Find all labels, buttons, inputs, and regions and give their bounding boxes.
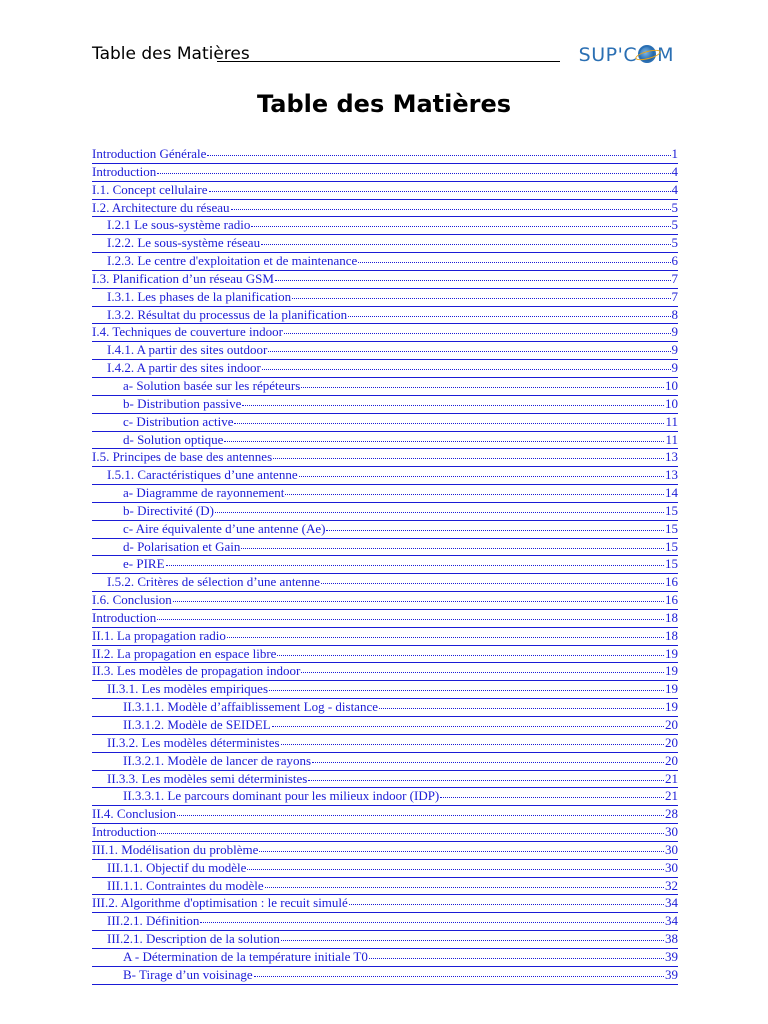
toc-entry[interactable] bbox=[92, 753, 678, 771]
toc-entry[interactable] bbox=[92, 806, 678, 824]
toc-entry-page[interactable]: 15 bbox=[665, 556, 678, 572]
toc-entry-title[interactable]: II.3.3.1. Le parcours dominant pour les milieux indoor (IDP) bbox=[123, 788, 440, 804]
toc-dot-leader bbox=[251, 217, 670, 227]
toc-dot-leader bbox=[299, 467, 664, 477]
toc-entry[interactable] bbox=[92, 539, 678, 557]
toc-entry[interactable] bbox=[92, 788, 678, 806]
toc-dot-leader bbox=[157, 610, 664, 620]
toc-entry-page[interactable]: 9 bbox=[671, 360, 678, 376]
toc-entry[interactable] bbox=[92, 324, 678, 342]
toc-entry-title[interactable]: b- Directivité (D) bbox=[123, 502, 214, 518]
toc-entry-title[interactable]: II.3.1.2. Modèle de SEIDEL bbox=[123, 717, 271, 732]
toc-entry-page[interactable]: 20 bbox=[665, 717, 678, 732]
toc-dot-leader bbox=[284, 324, 671, 334]
toc-entry-page[interactable]: 34 bbox=[665, 913, 678, 929]
toc-entry[interactable] bbox=[92, 217, 678, 235]
toc-entry[interactable] bbox=[92, 771, 678, 789]
toc-entry[interactable] bbox=[92, 253, 678, 271]
page-header bbox=[92, 42, 682, 70]
toc-entry-title[interactable]: Introduction bbox=[92, 163, 157, 179]
toc-entry[interactable] bbox=[92, 360, 678, 378]
toc-entry-page[interactable]: 8 bbox=[671, 306, 678, 322]
toc-dot-leader bbox=[358, 253, 670, 263]
globe-icon bbox=[638, 45, 656, 63]
toc-dot-leader bbox=[273, 449, 664, 459]
toc-entry-page[interactable]: 20 bbox=[665, 734, 678, 750]
toc-entry-title[interactable]: II.1. La propagation radio bbox=[92, 627, 226, 643]
toc-dot-leader bbox=[312, 753, 664, 763]
toc-entry[interactable] bbox=[92, 449, 678, 467]
toc-entry-page[interactable]: 4 bbox=[671, 163, 678, 179]
toc-dot-leader bbox=[326, 521, 664, 531]
toc-entry-title[interactable]: I.5.1. Caractéristiques d’une antenne bbox=[107, 467, 298, 483]
toc-entry-title[interactable]: I.2.3. Le centre d'exploitation et de maintenance bbox=[107, 253, 358, 269]
toc-entry[interactable] bbox=[92, 610, 678, 628]
toc-entry-title[interactable]: d- Polarisation et Gain bbox=[123, 538, 241, 554]
toc-entry-page[interactable]: 15 bbox=[665, 538, 678, 554]
toc-entry[interactable] bbox=[92, 574, 678, 592]
toc-entry-page[interactable]: 19 bbox=[665, 699, 678, 715]
toc-entry-page[interactable]: 39 bbox=[665, 966, 678, 982]
toc-entry-title[interactable]: c- Aire équivalente d’une antenne (Ae) bbox=[123, 520, 326, 536]
toc-entry[interactable] bbox=[92, 556, 678, 574]
toc-entry-page[interactable]: 39 bbox=[665, 948, 678, 964]
toc-dot-leader bbox=[281, 735, 664, 745]
toc-dot-leader bbox=[348, 307, 670, 317]
toc-entry-title[interactable]: Introduction bbox=[92, 609, 157, 625]
toc-entry-page[interactable]: 16 bbox=[665, 574, 678, 590]
toc-entry[interactable] bbox=[92, 592, 678, 610]
toc-entry-page[interactable]: 9 bbox=[671, 324, 678, 340]
toc-entry-title[interactable]: e- PIRE bbox=[123, 556, 165, 572]
toc-dot-leader bbox=[275, 271, 671, 281]
toc-entry[interactable] bbox=[92, 824, 678, 842]
toc-entry-page[interactable]: 5 bbox=[671, 217, 678, 233]
toc-entry-title[interactable]: II.3.1.1. Modèle d’affaiblissement Log - distance bbox=[123, 699, 378, 715]
document-title: Table des Matières bbox=[256, 90, 512, 118]
toc-entry-title[interactable]: II.3.1. Les modèles empiriques bbox=[107, 681, 269, 697]
toc-entry-title[interactable]: III.2.1. Définition bbox=[107, 913, 200, 929]
toc-entry[interactable] bbox=[92, 235, 678, 253]
toc-dot-leader bbox=[269, 681, 664, 691]
toc-entry-title[interactable]: II.3.2. Les modèles déterministes bbox=[107, 734, 280, 750]
toc-dot-leader bbox=[265, 878, 664, 888]
toc-entry-title[interactable]: d- Solution optique bbox=[123, 431, 224, 447]
toc-dot-leader bbox=[231, 200, 671, 210]
toc-dot-leader bbox=[200, 913, 664, 923]
toc-entry[interactable] bbox=[92, 735, 678, 753]
toc-entry[interactable] bbox=[92, 663, 678, 681]
supcom-logo: SUP'C M bbox=[578, 44, 674, 66]
toc-entry[interactable] bbox=[92, 432, 678, 450]
toc-entry[interactable] bbox=[92, 842, 678, 860]
toc-entry[interactable] bbox=[92, 414, 678, 432]
toc-dot-leader bbox=[209, 182, 671, 192]
toc-entry-page[interactable]: 18 bbox=[665, 627, 678, 643]
toc-entry-title[interactable]: I.3.2. Résultat du processus de la planification bbox=[107, 306, 348, 322]
toc-entry-page[interactable]: 13 bbox=[665, 467, 678, 483]
toc-entry[interactable] bbox=[92, 895, 678, 913]
toc-dot-leader bbox=[301, 378, 664, 388]
toc-entry[interactable] bbox=[92, 949, 678, 967]
toc-entry[interactable] bbox=[92, 164, 678, 182]
toc-entry-page[interactable]: 21 bbox=[665, 788, 678, 804]
toc-entry-title[interactable]: I.2.1 Le sous-système radio bbox=[107, 217, 251, 233]
toc-entry[interactable] bbox=[92, 271, 678, 289]
toc-entry[interactable] bbox=[92, 146, 678, 164]
toc-dot-leader bbox=[369, 949, 664, 959]
header-title: Table des Matières bbox=[92, 44, 250, 64]
toc-entry-page[interactable]: 32 bbox=[665, 877, 678, 893]
toc-entry-title[interactable]: III.1. Modélisation du problème bbox=[92, 841, 259, 857]
toc-entry-title[interactable]: III.1.1. Contraintes du modèle bbox=[107, 877, 264, 893]
toc-entry-title[interactable]: I.5. Principes de base des antennes bbox=[92, 449, 273, 465]
header-rule bbox=[217, 61, 560, 62]
toc-entry[interactable] bbox=[92, 699, 678, 717]
toc-entry-title[interactable]: Introduction Générale bbox=[92, 146, 207, 161]
toc-dot-leader bbox=[308, 771, 664, 781]
toc-entry-title[interactable]: A - Détermination de la température initiale T0 bbox=[123, 948, 368, 964]
toc-entry[interactable] bbox=[92, 967, 678, 985]
toc-entry-page[interactable]: 16 bbox=[665, 592, 678, 608]
toc-entry[interactable] bbox=[92, 396, 678, 414]
toc-entry-title[interactable]: II.3. Les modèles de propagation indoor bbox=[92, 663, 301, 679]
toc-dot-leader bbox=[234, 414, 664, 424]
toc-entry-page[interactable]: 6 bbox=[671, 253, 678, 269]
toc-dot-leader bbox=[254, 967, 664, 977]
toc-dot-leader bbox=[247, 860, 664, 870]
toc-dot-leader bbox=[292, 289, 670, 299]
toc-dot-leader bbox=[349, 895, 664, 905]
toc-entry[interactable] bbox=[92, 200, 678, 218]
toc-entry-page[interactable]: 21 bbox=[665, 770, 678, 786]
toc-entry-page[interactable]: 10 bbox=[665, 377, 678, 393]
toc-entry-page[interactable]: 5 bbox=[671, 199, 678, 215]
toc-entry-page[interactable]: 30 bbox=[665, 841, 678, 857]
toc-entry-title[interactable]: I.6. Conclusion bbox=[92, 592, 172, 608]
toc-entry-title[interactable]: a- Diagramme de rayonnement bbox=[123, 485, 285, 501]
toc-entry-title[interactable]: c- Distribution active bbox=[123, 413, 234, 429]
toc-dot-leader bbox=[268, 342, 670, 352]
toc-entry-title[interactable]: I.5.2. Critères de sélection d’une antenne bbox=[107, 574, 320, 590]
toc-entry-title[interactable]: I.2.2. Le sous-système réseau bbox=[107, 235, 261, 251]
toc-entry-page[interactable]: 38 bbox=[665, 931, 678, 947]
toc-entry[interactable] bbox=[92, 307, 678, 325]
toc-entry[interactable] bbox=[92, 717, 678, 735]
toc-entry[interactable] bbox=[92, 378, 678, 396]
toc-entry[interactable] bbox=[92, 878, 678, 896]
toc-entry-title[interactable]: I.4. Techniques de couverture indoor bbox=[92, 324, 283, 340]
toc-entry-page[interactable]: 7 bbox=[671, 288, 678, 304]
toc-dot-leader bbox=[157, 824, 664, 834]
toc-entry-title[interactable]: I.2. Architecture du réseau bbox=[92, 199, 230, 215]
toc-dot-leader bbox=[227, 628, 664, 638]
toc-entry[interactable] bbox=[92, 467, 678, 485]
toc-entry-page[interactable]: 15 bbox=[665, 502, 678, 518]
toc-dot-leader bbox=[166, 556, 664, 566]
toc-entry[interactable] bbox=[92, 931, 678, 949]
toc-entry[interactable] bbox=[92, 503, 678, 521]
toc-entry-page[interactable]: 19 bbox=[665, 681, 678, 697]
toc-entry-title[interactable]: II.2. La propagation en espace libre bbox=[92, 645, 277, 661]
toc-entry-title[interactable]: b- Distribution passive bbox=[123, 395, 242, 411]
toc-dot-leader bbox=[215, 503, 664, 513]
toc-entry[interactable] bbox=[92, 681, 678, 699]
toc-dot-leader bbox=[262, 360, 671, 370]
toc-dot-leader bbox=[277, 646, 664, 656]
toc-entry[interactable] bbox=[92, 182, 678, 200]
toc-entry-page[interactable]: 20 bbox=[665, 752, 678, 768]
toc-entry-page[interactable]: 11 bbox=[665, 413, 678, 429]
toc-entry-page[interactable]: 19 bbox=[665, 663, 678, 679]
toc-entry[interactable] bbox=[92, 485, 678, 503]
toc-entry-page[interactable]: 4 bbox=[671, 181, 678, 197]
toc-dot-leader bbox=[301, 663, 664, 673]
toc-entry-title[interactable]: III.1.1. Objectif du modèle bbox=[107, 859, 247, 875]
toc-dot-leader bbox=[281, 931, 664, 941]
toc-entry-page[interactable]: 28 bbox=[665, 806, 678, 822]
toc-entry-title[interactable]: II.3.2.1. Modèle de lancer de rayons bbox=[123, 752, 312, 768]
toc-entry-page[interactable]: 30 bbox=[665, 824, 678, 840]
toc-entry-page[interactable]: 14 bbox=[665, 485, 678, 501]
toc-dot-leader bbox=[241, 539, 664, 549]
toc-dot-leader bbox=[272, 717, 664, 727]
toc-dot-leader bbox=[177, 806, 664, 816]
toc-entry-title[interactable]: I.3. Planification d’un réseau GSM bbox=[92, 270, 274, 286]
toc-entry[interactable] bbox=[92, 628, 678, 646]
toc-dot-leader bbox=[261, 235, 670, 245]
toc-dot-leader bbox=[321, 574, 664, 584]
toc-dot-leader bbox=[157, 164, 670, 174]
toc-dot-leader bbox=[379, 699, 664, 709]
toc-entry-page[interactable]: 13 bbox=[665, 449, 678, 465]
toc-entry-page[interactable]: 18 bbox=[665, 609, 678, 625]
toc-entry-title[interactable]: I.4.2. A partir des sites indoor bbox=[107, 360, 261, 376]
toc-dot-leader bbox=[224, 432, 664, 442]
toc-entry-title[interactable]: I.3.1. Les phases de la planification bbox=[107, 288, 292, 304]
toc-entry-page[interactable]: 15 bbox=[665, 520, 678, 536]
toc-entry-title[interactable]: Introduction bbox=[92, 824, 157, 840]
toc-entry-page[interactable]: 1 bbox=[671, 146, 678, 161]
toc-dot-leader bbox=[242, 396, 664, 406]
toc-entry-page[interactable]: 30 bbox=[665, 859, 678, 875]
toc-dot-leader bbox=[259, 842, 664, 852]
toc-entry-title[interactable]: III.2.1. Description de la solution bbox=[107, 931, 280, 947]
toc-entry-page[interactable]: 11 bbox=[665, 431, 678, 447]
toc-entry-title[interactable]: a- Solution basée sur les répéteurs bbox=[123, 377, 301, 393]
toc-entry-page[interactable]: 9 bbox=[671, 342, 678, 358]
toc-entry[interactable] bbox=[92, 289, 678, 307]
toc-entry-page[interactable]: 19 bbox=[665, 645, 678, 661]
toc-entry-title[interactable]: I.1. Concept cellulaire bbox=[92, 181, 208, 197]
toc-entry-page[interactable]: 34 bbox=[665, 895, 678, 911]
toc-entry-title[interactable]: B- Tirage d’un voisinage bbox=[123, 966, 253, 982]
toc-entry[interactable] bbox=[92, 521, 678, 539]
toc-dot-leader bbox=[440, 788, 664, 798]
toc-entry[interactable] bbox=[92, 860, 678, 878]
table-of-contents bbox=[92, 146, 678, 985]
toc-entry-title[interactable]: II.3.3. Les modèles semi déterministes bbox=[107, 770, 308, 786]
toc-entry[interactable] bbox=[92, 646, 678, 664]
toc-dot-leader bbox=[173, 592, 664, 602]
toc-entry[interactable] bbox=[92, 913, 678, 931]
toc-entry-page[interactable]: 10 bbox=[665, 395, 678, 411]
toc-entry-title[interactable]: III.2. Algorithme d'optimisation : le recuit simulé bbox=[92, 895, 348, 911]
toc-dot-leader bbox=[207, 146, 670, 156]
toc-entry[interactable] bbox=[92, 342, 678, 360]
toc-entry-page[interactable]: 7 bbox=[671, 270, 678, 286]
toc-entry-page[interactable]: 5 bbox=[671, 235, 678, 251]
toc-entry-title[interactable]: II.4. Conclusion bbox=[92, 806, 177, 822]
toc-entry-title[interactable]: I.4.1. A partir des sites outdoor bbox=[107, 342, 268, 358]
toc-dot-leader bbox=[285, 485, 664, 495]
